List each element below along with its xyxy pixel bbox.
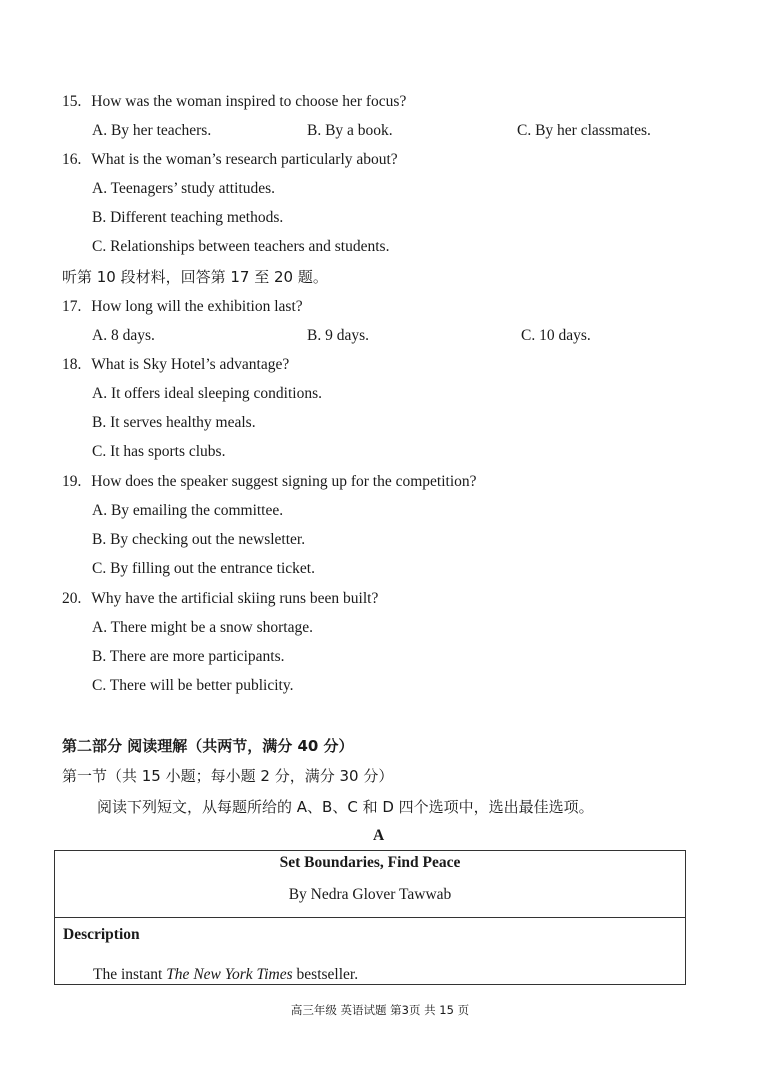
option-18a: A. It offers ideal sleeping conditions. bbox=[92, 385, 323, 402]
desc-publication: The New York Times bbox=[166, 966, 293, 983]
question-text: How does the speaker suggest signing up for the competition? bbox=[91, 473, 477, 490]
reading-instruction: 阅读下列短文，从每题所给的 A、B、C 和 D 四个选项中，选出最佳选项。 bbox=[97, 798, 594, 816]
question-17 bbox=[62, 297, 303, 317]
option-15a: A. By her teachers. bbox=[92, 122, 212, 139]
option-17a: A. 8 days. bbox=[92, 327, 155, 344]
option-16c: C. Relationships between teachers and students. bbox=[92, 238, 390, 255]
option-17c: C. 10 days. bbox=[521, 327, 591, 344]
option-15c: C. By her classmates. bbox=[517, 122, 651, 139]
question-text: What is the woman’s research particularly about? bbox=[91, 151, 398, 168]
question-15 bbox=[62, 92, 406, 112]
question-number: 16. bbox=[62, 151, 82, 168]
option-20b: B. There are more participants. bbox=[92, 648, 285, 665]
description-label: Description bbox=[63, 926, 140, 943]
question-16 bbox=[62, 150, 398, 170]
book-title: Set Boundaries, Find Peace bbox=[279, 854, 461, 871]
option-15b: B. By a book. bbox=[307, 122, 393, 139]
question-number: 19. bbox=[62, 473, 82, 490]
question-text: How long will the exhibition last? bbox=[91, 298, 303, 315]
option-19a: A. By emailing the committee. bbox=[92, 502, 284, 519]
option-17b: B. 9 days. bbox=[307, 327, 369, 344]
book-author: By Nedra Glover Tawwab bbox=[288, 886, 452, 903]
question-number: 20. bbox=[62, 590, 82, 607]
passage-label: A bbox=[373, 827, 385, 844]
section1-heading: 第一节（共 15 小题；每小题 2 分，满分 30 分） bbox=[62, 767, 394, 785]
listening-instruction: 听第 10 段材料，回答第 17 至 20 题。 bbox=[62, 268, 328, 286]
question-number: 17. bbox=[62, 298, 82, 315]
desc-suffix: bestseller. bbox=[292, 966, 359, 983]
question-text: What is Sky Hotel’s advantage? bbox=[91, 356, 290, 373]
part2-heading: 第二部分 阅读理解（共两节，满分 40 分） bbox=[62, 737, 354, 755]
option-16a: A. Teenagers’ study attitudes. bbox=[92, 180, 276, 197]
desc-prefix: The instant bbox=[93, 966, 167, 983]
description-text bbox=[93, 965, 358, 985]
book-info-box bbox=[54, 850, 686, 985]
question-19 bbox=[62, 472, 477, 492]
option-20a: A. There might be a snow shortage. bbox=[92, 619, 313, 636]
question-text: Why have the artificial skiing runs been built? bbox=[91, 590, 379, 607]
question-18 bbox=[62, 355, 289, 375]
option-19b: B. By checking out the newsletter. bbox=[92, 531, 306, 548]
question-20 bbox=[62, 589, 378, 609]
question-text: How was the woman inspired to choose her focus? bbox=[91, 93, 407, 110]
option-16b: B. Different teaching methods. bbox=[92, 209, 284, 226]
option-18c: C. It has sports clubs. bbox=[92, 443, 226, 460]
option-19c: C. By filling out the entrance ticket. bbox=[92, 560, 315, 577]
option-18b: B. It serves healthy meals. bbox=[92, 414, 256, 431]
question-number: 15. bbox=[62, 93, 82, 110]
option-20c: C. There will be better publicity. bbox=[92, 677, 294, 694]
page-footer: 高三年级 英语试题 第3页 共 15 页 bbox=[290, 1003, 470, 1017]
box-divider bbox=[55, 917, 685, 918]
question-number: 18. bbox=[62, 356, 82, 373]
